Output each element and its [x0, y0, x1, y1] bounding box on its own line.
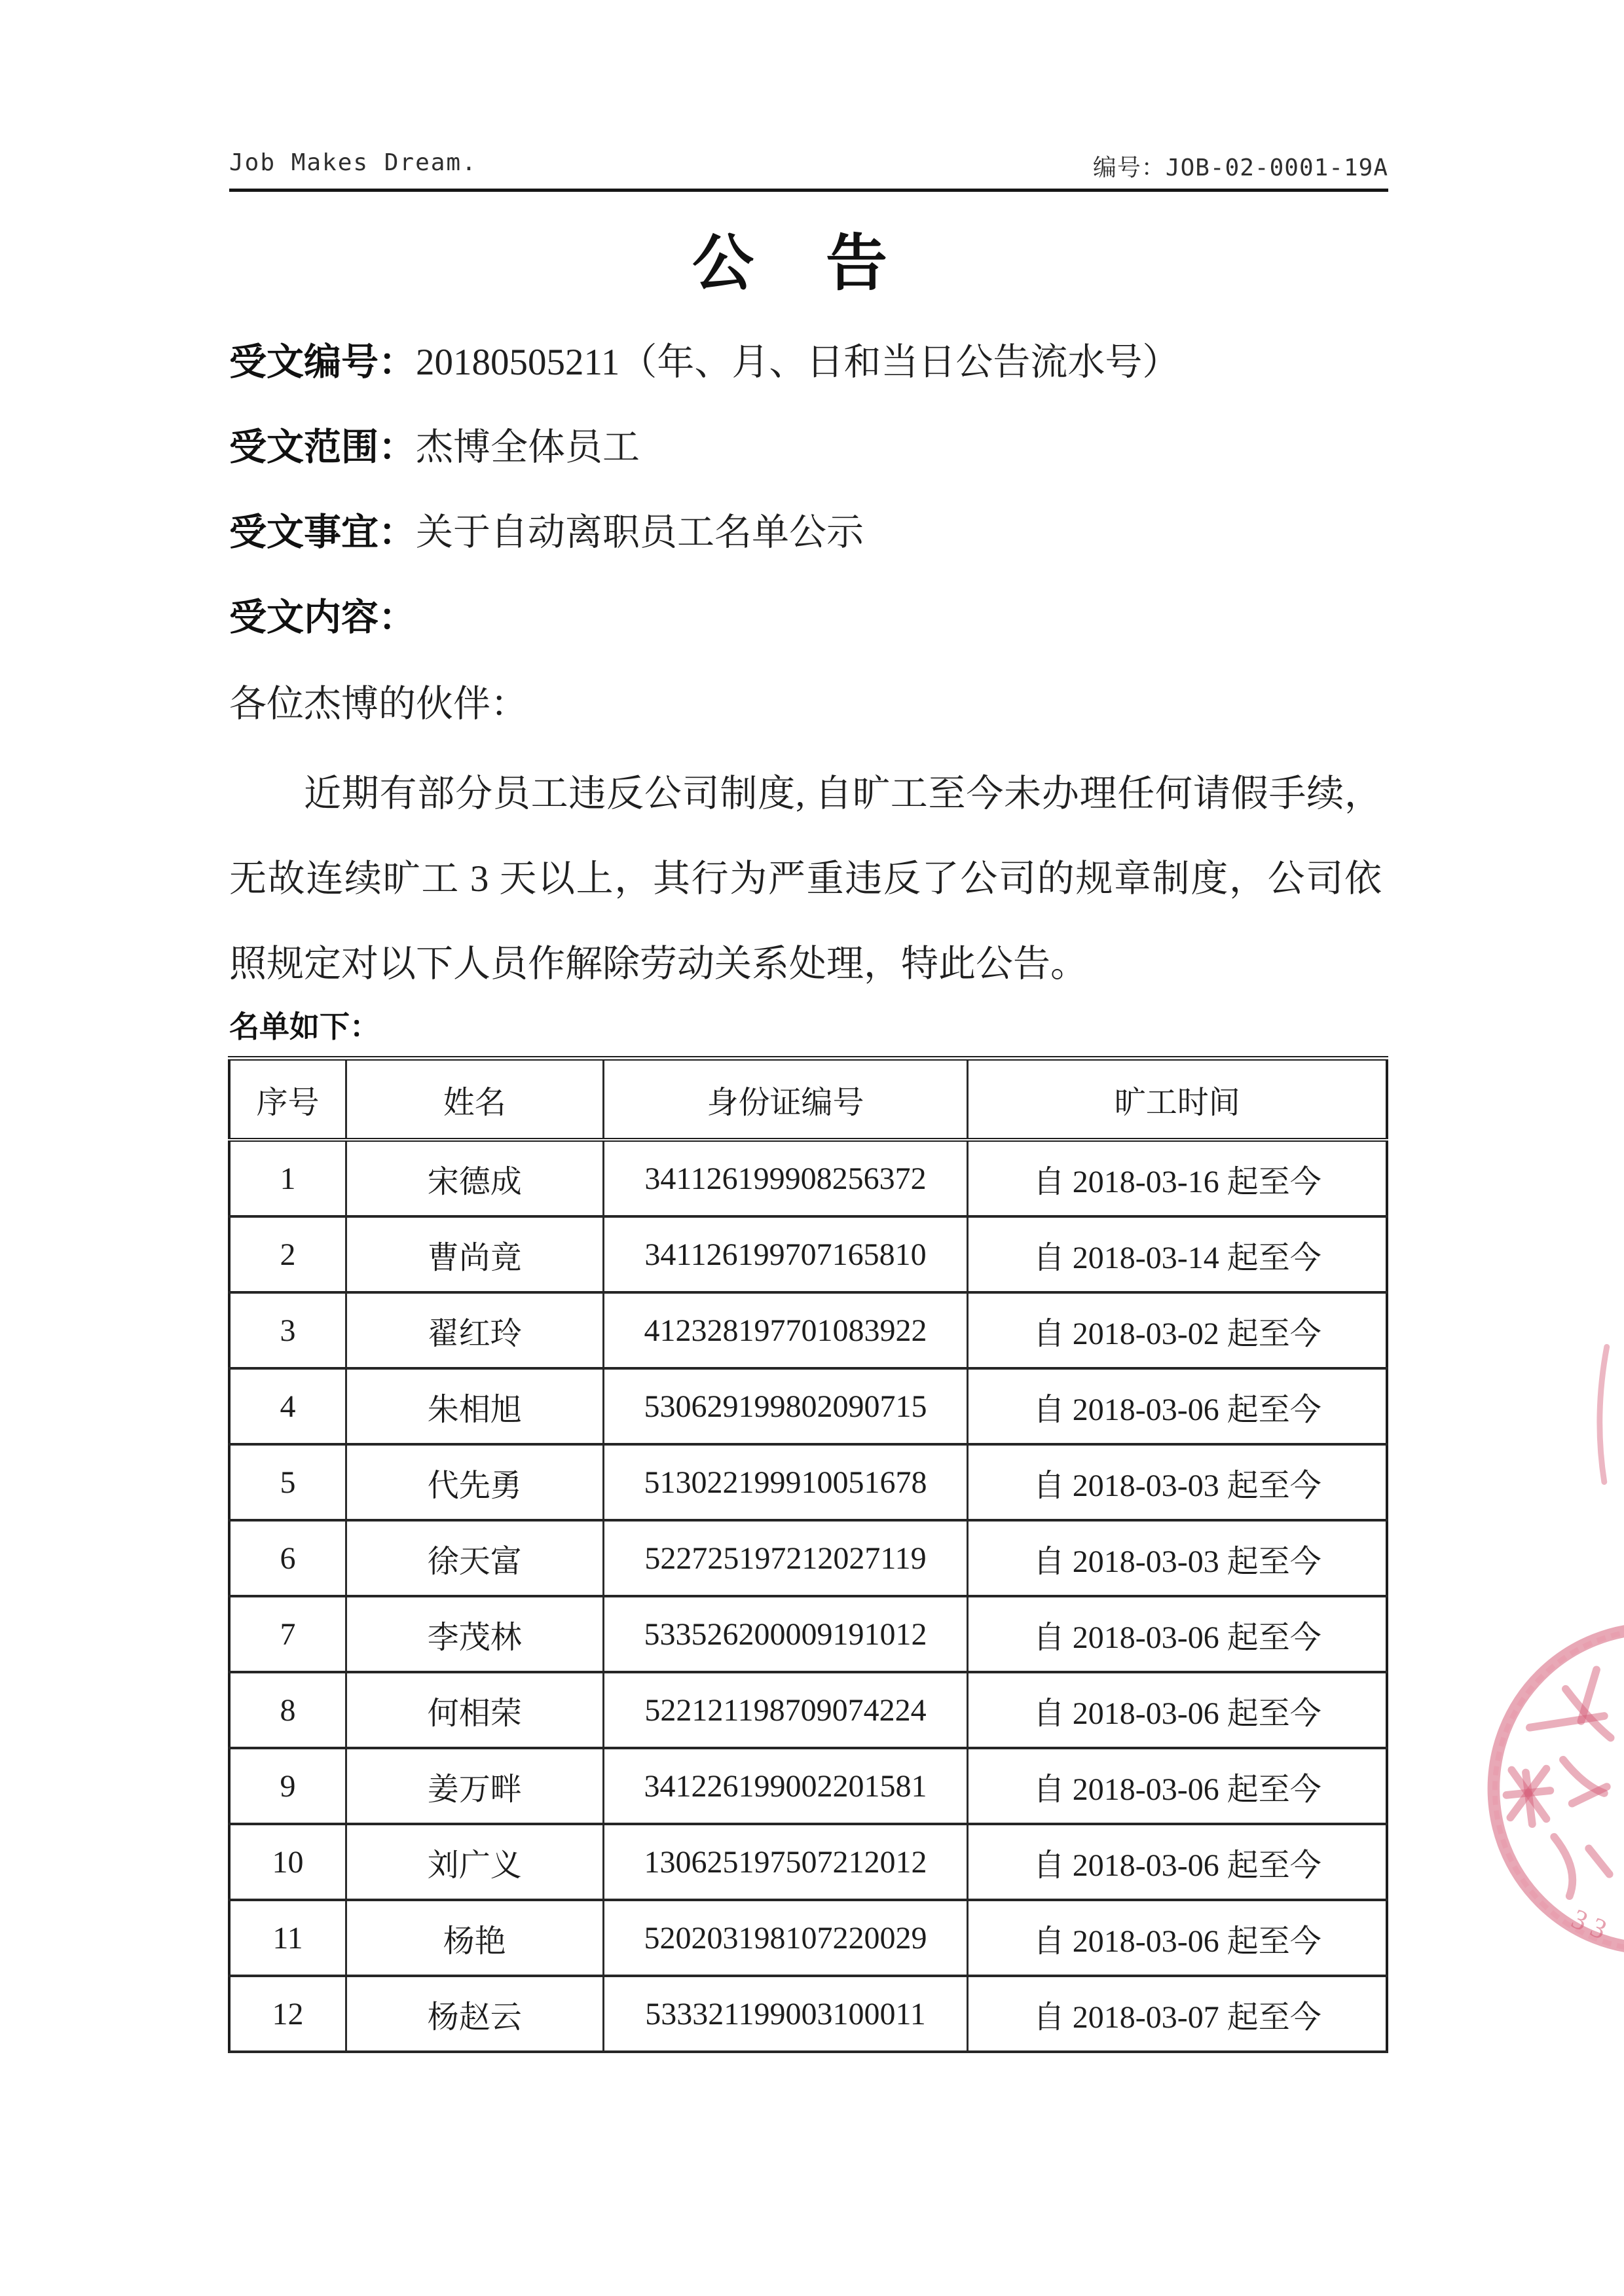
meta-label: 受文范围：	[229, 426, 416, 468]
cell-index: 7	[229, 1596, 346, 1672]
meta-label: 受文编号：	[229, 341, 416, 383]
meta-label: 受文事宜：	[229, 511, 416, 553]
cell-absence-period: 自 2018-03-06 起至今	[968, 1672, 1387, 1748]
page-title: 公 告	[692, 230, 893, 298]
table-row	[229, 1976, 1387, 2052]
table-row	[229, 1748, 1387, 1824]
cell-absence-period: 自 2018-03-06 起至今	[968, 1824, 1387, 1900]
meta-value: 20180505211（年、月、日和当日公告流水号）	[416, 342, 1180, 383]
meta-value: 关于自动离职员工名单公示	[416, 512, 864, 553]
header-slogan: Job Makes Dream.	[229, 149, 477, 176]
cell-absence-period: 自 2018-03-06 起至今	[968, 1900, 1387, 1976]
table-row	[229, 1216, 1387, 1292]
meta-label: 受文内容：	[229, 596, 416, 638]
cell-index: 3	[229, 1292, 346, 1368]
meta-value: 杰博全体员工	[416, 427, 640, 468]
cell-absence-period: 自 2018-03-06 起至今	[968, 1596, 1387, 1672]
cell-index: 1	[229, 1140, 346, 1216]
cell-index: 12	[229, 1976, 346, 2052]
cell-name: 姜万畔	[346, 1748, 603, 1824]
cell-absence-period: 自 2018-03-16 起至今	[968, 1140, 1387, 1216]
cell-name: 曹尚竟	[346, 1216, 603, 1292]
table-row	[229, 1140, 1387, 1216]
cell-name: 李茂林	[346, 1596, 603, 1672]
meta-subject	[229, 509, 1388, 556]
cell-name: 翟红玲	[346, 1292, 603, 1368]
cell-index: 11	[229, 1900, 346, 1976]
cell-index: 6	[229, 1520, 346, 1596]
cell-absence-period: 自 2018-03-14 起至今	[968, 1216, 1387, 1292]
cell-absence-period: 自 2018-03-02 起至今	[968, 1292, 1387, 1368]
cell-name: 杨赵云	[346, 1976, 603, 2052]
list-label: 名单如下：	[229, 1010, 380, 1044]
cell-absence-period: 自 2018-03-03 起至今	[968, 1520, 1387, 1596]
column-header-id: 身份证编号	[603, 1059, 968, 1140]
cell-index: 4	[229, 1368, 346, 1444]
stamp-number: 33	[1566, 1903, 1617, 1948]
dismissal-roster-table	[228, 1056, 1388, 2053]
cell-id-number: 533526200009191012	[603, 1596, 968, 1672]
cell-id-number: 522121198709074224	[603, 1672, 968, 1748]
table-row	[229, 1368, 1387, 1444]
cell-name: 朱相旭	[346, 1368, 603, 1444]
cell-index: 8	[229, 1672, 346, 1748]
salutation: 各位杰博的伙伴：	[229, 683, 528, 725]
table-row	[229, 1520, 1387, 1596]
cell-id-number: 522725197212027119	[603, 1520, 968, 1596]
table-row	[229, 1444, 1387, 1520]
cell-absence-period: 自 2018-03-03 起至今	[968, 1444, 1387, 1520]
cell-id-number: 341126199908256372	[603, 1140, 968, 1216]
table-row	[229, 1900, 1387, 1976]
cell-name: 宋德成	[346, 1140, 603, 1216]
body-paragraph: 近期有部分员工违反公司制度, 自旷工至今未办理任何请假手续，无故连续旷工 3 天以上，其行为严重违反了公司的规章制度，公司依照规定对以下人员作解除劳动关系处理，特此公告。	[229, 773, 1382, 985]
column-header-absence: 旷工时间	[968, 1059, 1387, 1140]
table-header-row	[229, 1059, 1387, 1140]
company-seal-stamp	[1428, 1322, 1624, 2043]
meta-content	[229, 594, 1388, 641]
cell-name: 何相荣	[346, 1672, 603, 1748]
cell-name: 代先勇	[346, 1444, 603, 1520]
cell-id-number: 533321199003100011	[603, 1976, 968, 2052]
table-row	[229, 1672, 1387, 1748]
table-row	[229, 1824, 1387, 1900]
table-row	[229, 1596, 1387, 1672]
cell-id-number: 520203198107220029	[603, 1900, 968, 1976]
cell-name: 徐天富	[346, 1520, 603, 1596]
cell-absence-period: 自 2018-03-06 起至今	[968, 1748, 1387, 1824]
cell-index: 2	[229, 1216, 346, 1292]
cell-index: 9	[229, 1748, 346, 1824]
column-header-name: 姓名	[346, 1059, 603, 1140]
cell-name: 杨艳	[346, 1900, 603, 1976]
cell-id-number: 513022199910051678	[603, 1444, 968, 1520]
cell-absence-period: 自 2018-03-06 起至今	[968, 1368, 1387, 1444]
cell-index: 10	[229, 1824, 346, 1900]
cell-id-number: 412328197701083922	[603, 1292, 968, 1368]
meta-scope	[229, 424, 1388, 471]
table-row	[229, 1292, 1387, 1368]
header-doc-number: 编号：JOB-02-0001-19A	[1092, 155, 1388, 181]
table-body	[229, 1140, 1387, 2052]
cell-index: 5	[229, 1444, 346, 1520]
header-rule	[229, 189, 1388, 192]
stamp-edge-mark	[1600, 1347, 1607, 1482]
cell-id-number: 130625197507212012	[603, 1824, 968, 1900]
column-header-index: 序号	[229, 1059, 346, 1140]
cell-name: 刘广义	[346, 1824, 603, 1900]
cell-id-number: 341126199707165810	[603, 1216, 968, 1292]
cell-id-number: 341226199002201581	[603, 1748, 968, 1824]
table-header	[229, 1059, 1387, 1140]
cell-absence-period: 自 2018-03-07 起至今	[968, 1976, 1387, 2052]
meta-doc-number	[229, 339, 1388, 386]
cell-id-number: 530629199802090715	[603, 1368, 968, 1444]
